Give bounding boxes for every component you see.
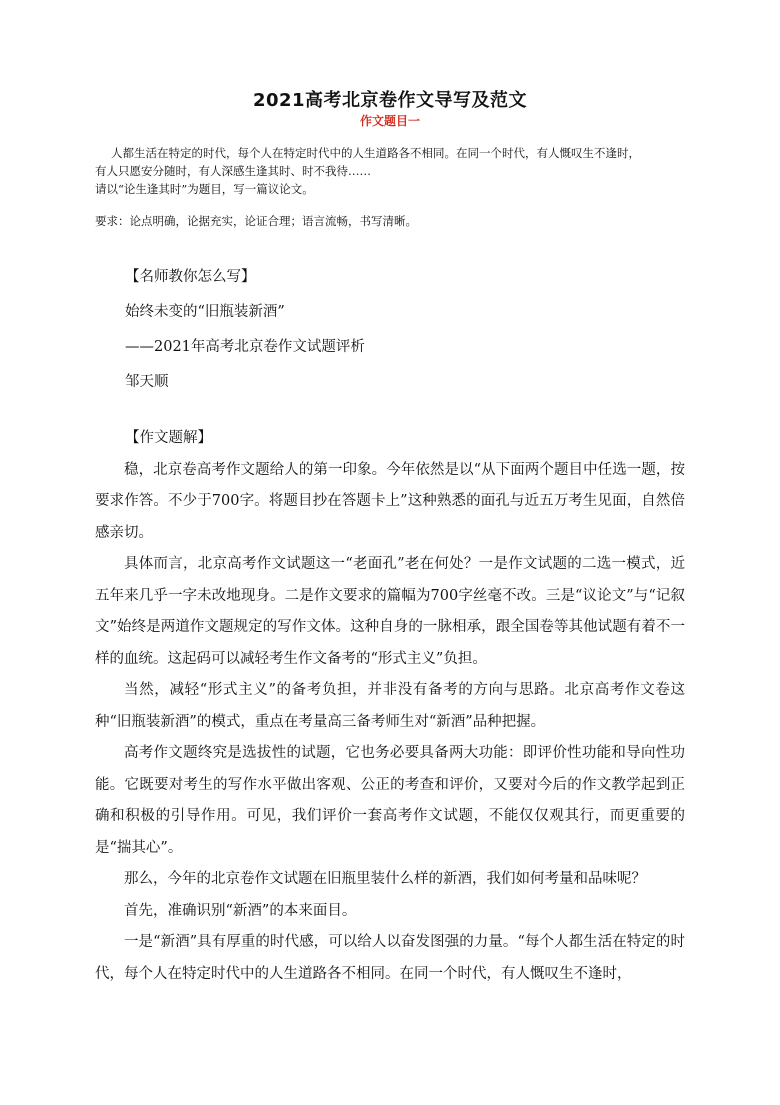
prompt-line-2: 有人只愿安分随时，有人深感生逢其时、时不我待……	[95, 164, 371, 178]
paragraph: 具体而言，北京高考作文试题这一“老面孔”老在何处？一是作文试题的二选一模式，近五年来几乎一字未改地现身。二是作文要求的篇幅为700字丝毫不改。三是“议论文”与“记叙文”始终是两道作文题规定的写作文体。这种自身的一脉相承，跟全国卷等其他试题有着不一样的血统。这起码可以减轻考生作文备考的“形式主义”负担。	[95, 556, 685, 667]
article-title: 始终未变的“旧瓶装新酒”	[125, 304, 285, 320]
requirements	[95, 212, 705, 230]
guide-section	[95, 262, 685, 402]
analysis-section	[95, 423, 685, 990]
prompt-line-3: 请以“论生逢其时”为题目，写一篇议论文。	[95, 182, 314, 196]
document-title: 2021高考北京卷作文导写及范文	[252, 90, 528, 111]
document-subtitle: 作文题目一	[359, 114, 420, 128]
guide-heading: 【名师教你怎么写】	[125, 269, 256, 285]
analysis-heading: 【作文题解】	[125, 430, 212, 446]
prompt-line-1: 人都生活在特定的时代，每个人在特定时代中的人生道路各不相同。在同一个时代，有人慨叹生不逢时，	[111, 146, 640, 160]
paragraph: 高考作文题终究是选拔性的试题，它也务必要具备两大功能：即评价性功能和导向性功能。它既要对考生的写作水平做出客观、公正的考查和评价，又要对今后的作文教学起到正确和积极的引导作用。可见，我们评价一套高考作文试题，不能仅仅观其行，而更重要的是“揣其心”。	[95, 745, 685, 856]
paragraph: 当然，减轻“形式主义”的备考负担，并非没有备考的方向与思路。北京高考作文卷这种“旧瓶装新酒”的模式，重点在考量高三备考师生对“新酒”品种把握。	[95, 682, 685, 730]
requirements-text: 要求：论点明确，论据充实，论证合理；语言流畅，书写清晰。	[95, 214, 417, 228]
paragraph: 一是“新酒”具有厚重的时代感，可以给人以奋发图强的力量。“每个人都生活在特定的时代，每个人在特定时代中的人生道路各不相同。在同一个时代，有人慨叹生不逢时，	[95, 934, 685, 982]
essay-prompt	[95, 144, 705, 198]
article-subtitle: ——2021年高考北京卷作文试题评析	[125, 339, 365, 355]
paragraph: 首先，准确识别“新酒”的本来面目。	[124, 902, 357, 919]
author: 邹天顺	[125, 374, 169, 390]
paragraph: 那么，今年的北京卷作文试题在旧瓶里装什么样的新酒，我们如何考量和品味呢？	[124, 871, 646, 887]
paragraph: 稳，北京卷高考作文题给人的第一印象。今年依然是以“从下面两个题目中任选一题，按要求作答。不少于700字。将题目抄在答题卡上”这种熟悉的面孔与近五万考生见面，自然倍感亲切。	[95, 461, 685, 541]
